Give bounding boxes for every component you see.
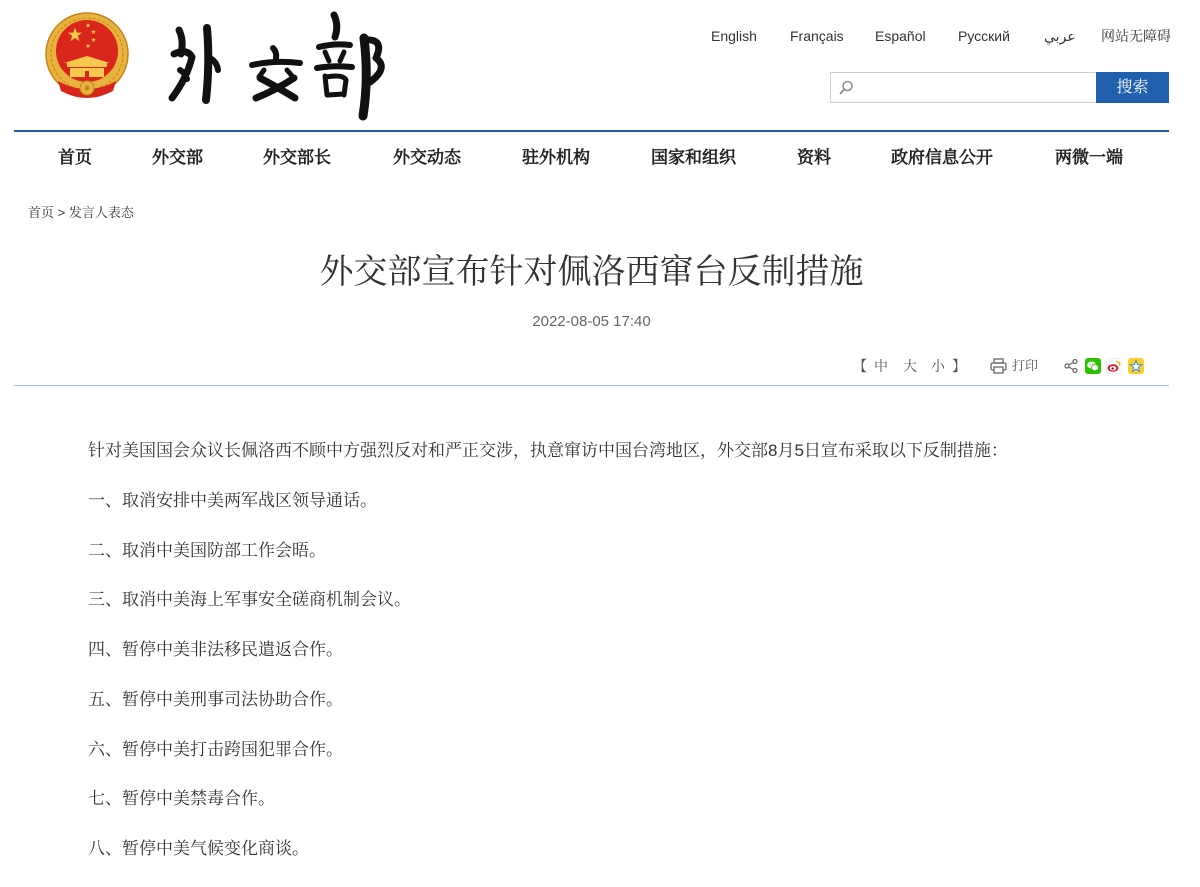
brush-stroke <box>273 48 276 58</box>
wechat-icon-eye <box>1089 364 1090 365</box>
font-size-large-button[interactable]: 大 <box>903 358 917 374</box>
nav-item-diplomatic-news[interactable]: 外交动态 <box>393 148 461 167</box>
brush-stroke <box>252 62 300 65</box>
logo-char-bu <box>317 15 381 116</box>
search-box <box>830 72 1096 103</box>
search-icon-handle <box>841 89 845 93</box>
breadcrumb-home-link[interactable]: 首页 <box>28 205 55 220</box>
font-size-small-button[interactable]: 小 <box>931 358 945 374</box>
article-date: 2022-08-05 17:40 <box>532 313 651 330</box>
share-icon-node <box>1073 369 1077 373</box>
nav-item-social-media[interactable]: 两微一端 <box>1055 148 1123 167</box>
lang-link-english[interactable]: English <box>711 28 757 44</box>
emblem-gate-door <box>85 71 89 77</box>
lang-link-arabic[interactable]: عربي <box>1044 28 1076 44</box>
article-body <box>88 439 1178 887</box>
search-input[interactable] <box>859 73 1091 102</box>
lang-link-spanish[interactable]: Español <box>875 28 926 44</box>
nav-item-government-information[interactable]: 政府信息公开 <box>891 148 993 167</box>
nav-item-missions-abroad[interactable]: 驻外机构 <box>522 148 590 167</box>
nav-item-ministry[interactable]: 外交部 <box>152 148 203 167</box>
lang-link-russian[interactable]: Русский <box>958 28 1010 44</box>
article-paragraph-measure-5: 五、暂停中美刑事司法协助合作。 <box>88 689 343 709</box>
accessibility-link[interactable]: 网站无障碍 <box>1101 28 1171 44</box>
print-link[interactable]: 打印 <box>1012 358 1039 373</box>
wechat-icon[interactable] <box>1085 358 1101 374</box>
article-paragraph-intro: 针对美国国会众议长佩洛西不顾中方强烈反对和严正交涉，执意窜访中国台湾地区，外交部8月5日宣布采取以下反制措施： <box>88 441 1008 460</box>
emblem-cog-hub <box>85 86 90 91</box>
lang-link-french[interactable]: Français <box>790 28 844 44</box>
share-icon-node <box>1073 360 1077 364</box>
share-icon-node <box>1065 364 1069 368</box>
brush-stroke <box>319 44 350 47</box>
nav-item-resources[interactable]: 资料 <box>797 148 831 167</box>
national-emblem-icon[interactable] <box>44 11 130 99</box>
breadcrumb-separator: > <box>57 205 66 220</box>
printer-icon[interactable] <box>990 358 1007 374</box>
brush-stroke <box>325 52 329 61</box>
wechat-icon-eye <box>1092 364 1093 365</box>
brush-stroke <box>328 94 343 95</box>
brush-stroke <box>340 52 344 61</box>
share-icon[interactable] <box>1064 359 1078 373</box>
font-size-close-bracket: 】 <box>952 358 966 374</box>
article-paragraph-measure-2: 二、取消中美国防部工作会晤。 <box>88 540 326 560</box>
nav-item-countries-organizations[interactable]: 国家和组织 <box>651 148 736 167</box>
emblem-gate-eave <box>67 63 107 67</box>
ministry-calligraphy-logo[interactable] <box>163 10 389 122</box>
article-paragraph-measure-1: 一、取消安排中美两军战区领导通话。 <box>88 490 377 510</box>
logo-char-wai <box>172 28 218 100</box>
font-size-medium-button[interactable]: 中 <box>874 358 888 374</box>
breadcrumb-current-link[interactable]: 发言人表态 <box>68 205 134 220</box>
brush-stroke <box>363 38 366 116</box>
weibo-icon-eye <box>1112 367 1114 369</box>
brush-stroke <box>206 28 208 100</box>
article-paragraph-measure-4: 四、暂停中美非法移民遣返合作。 <box>88 640 343 659</box>
header-divider <box>14 130 1169 132</box>
weibo-icon[interactable] <box>1106 358 1122 374</box>
article-title: 外交部宣布针对佩洛西窜台反制措施 <box>319 253 864 291</box>
font-size-open-bracket: 【 <box>853 358 867 374</box>
article-paragraph-measure-3: 三、取消中美海上军事安全磋商机制会议。 <box>88 590 411 610</box>
printer-icon-paper-out <box>994 367 1003 373</box>
breadcrumb <box>28 205 134 221</box>
nav-item-minister[interactable]: 外交部长 <box>263 148 331 167</box>
article-paragraph-measure-7: 七、暂停中美禁毒合作。 <box>88 789 275 809</box>
nav-item-home[interactable]: 首页 <box>58 148 92 167</box>
search-icon <box>838 80 854 96</box>
wechat-icon-bubble <box>1091 365 1098 371</box>
search-button[interactable]: 搜索 <box>1096 72 1169 103</box>
qzone-icon[interactable] <box>1128 358 1144 374</box>
article-divider <box>14 385 1169 386</box>
article-paragraph-measure-8: 八、暂停中美气候变化商谈。 <box>88 839 309 858</box>
brush-stroke <box>317 66 352 68</box>
logo-char-jiao <box>252 48 300 98</box>
article-paragraph-measure-6: 六、暂停中美打击跨国犯罪合作。 <box>88 739 343 759</box>
brush-stroke <box>334 15 337 37</box>
